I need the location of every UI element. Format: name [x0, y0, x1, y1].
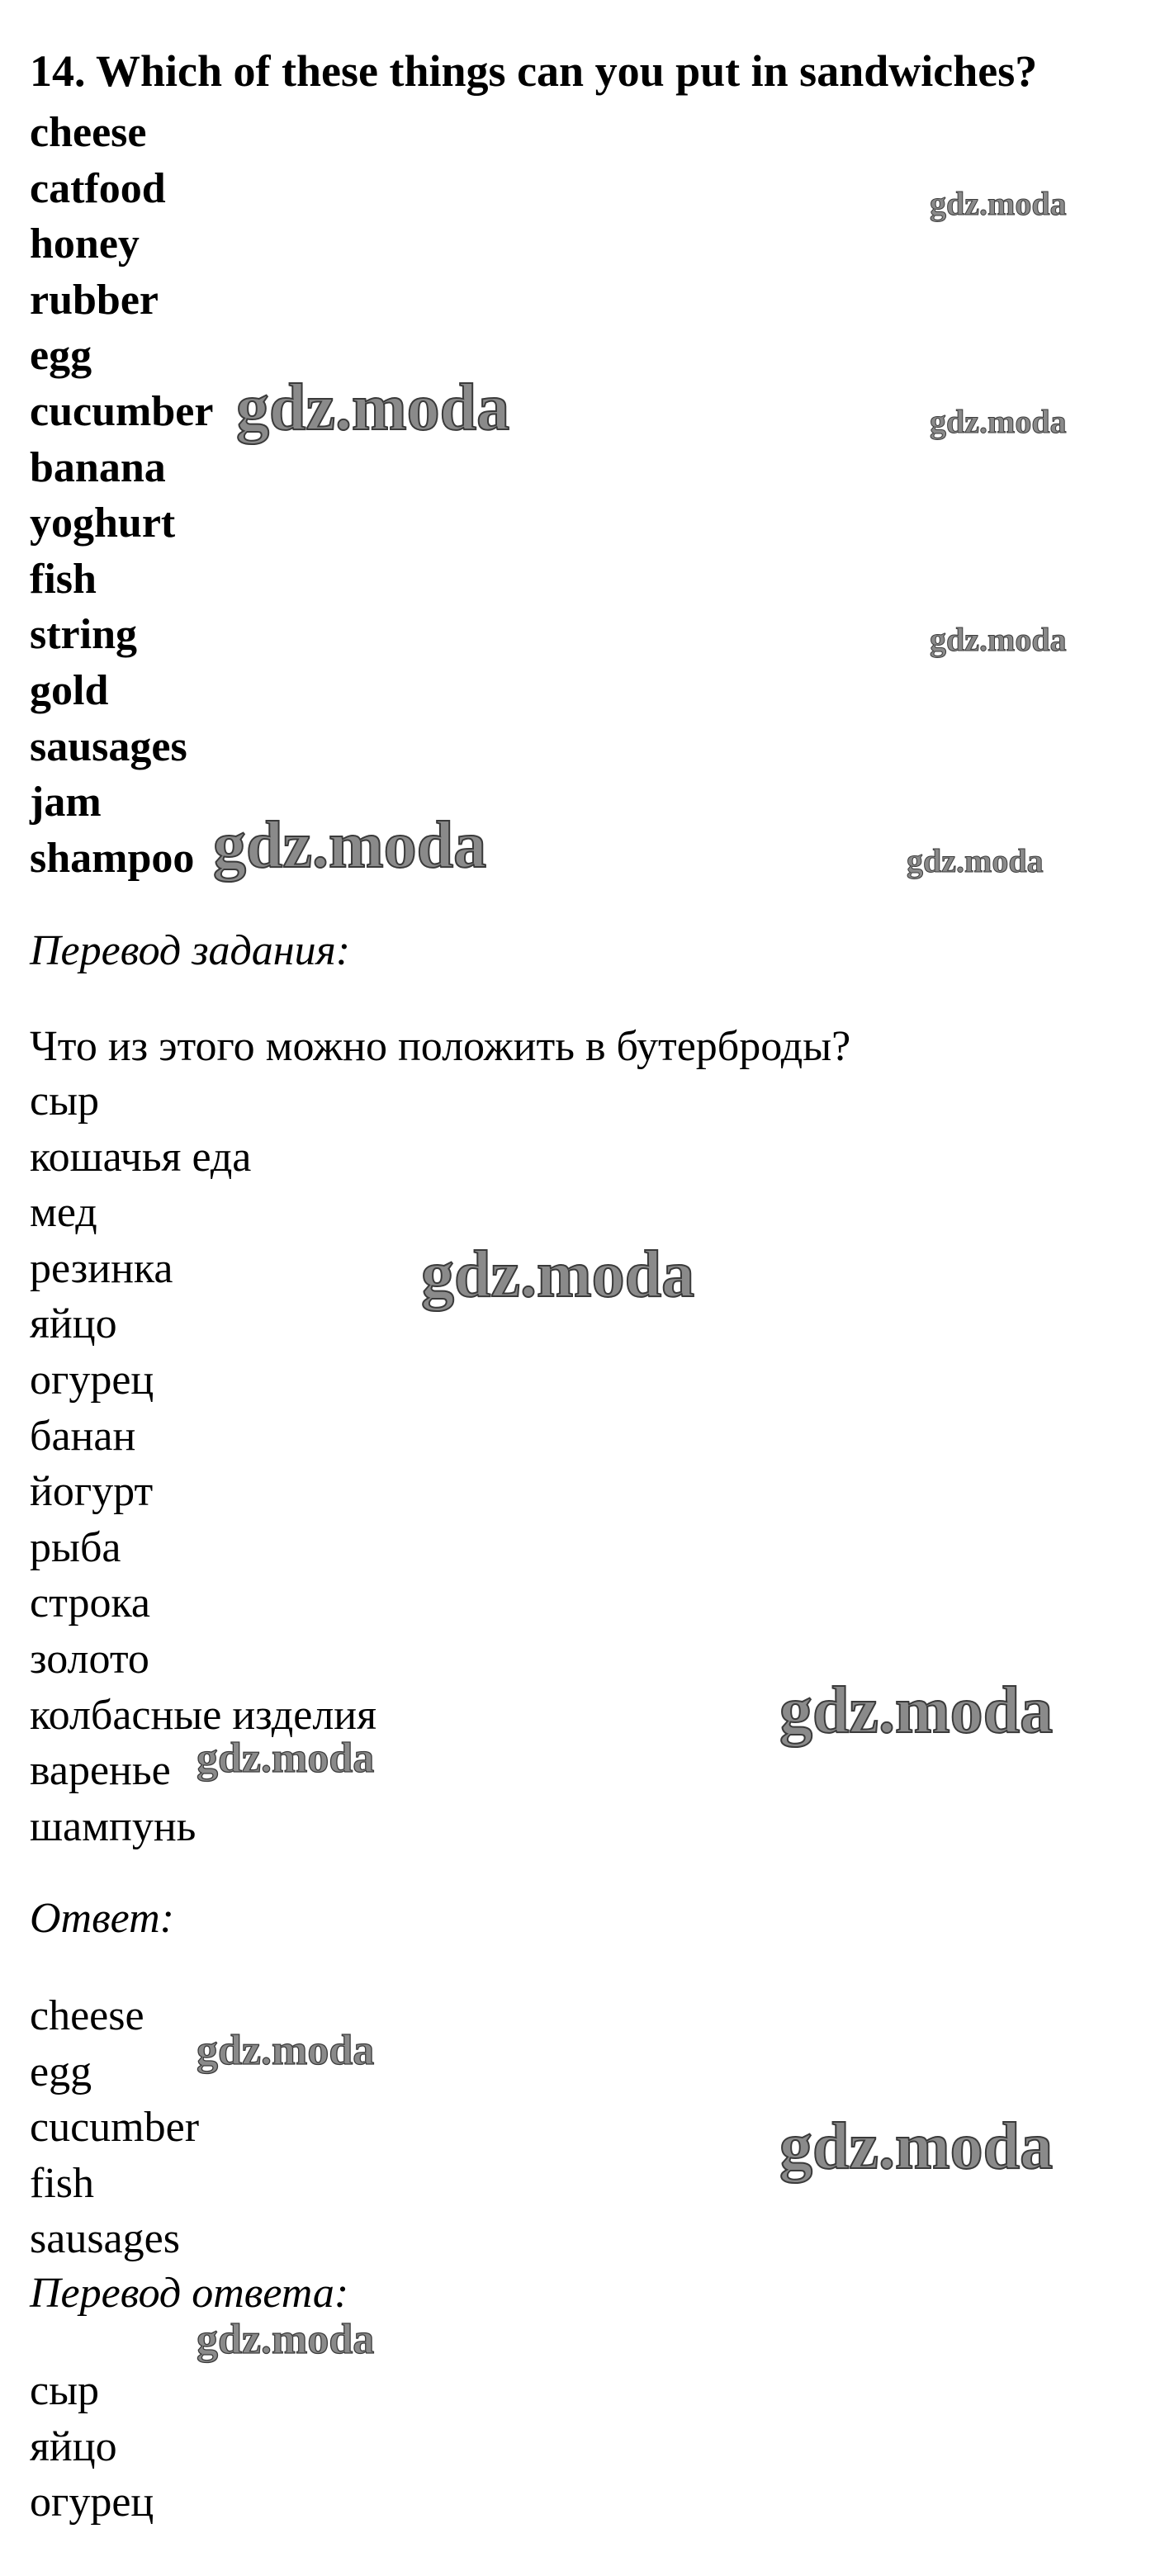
watermark: [195, 2028, 392, 2088]
watermark: [778, 2112, 1082, 2204]
watermark-graphic: [928, 187, 1080, 225]
watermark-text: gdz.moda: [236, 373, 510, 444]
translation-item: яйцо: [30, 1300, 117, 1348]
watermark-graphic: [419, 1240, 723, 1316]
answer-item: fish: [30, 2159, 94, 2207]
translation-answer-item: яйцо: [30, 2422, 117, 2470]
watermark-graphic: [905, 844, 1057, 882]
translation-answer-item: огурец: [30, 2479, 154, 2526]
task-item: cucumber: [30, 387, 214, 435]
watermark-graphic: [234, 373, 538, 449]
task-item: yoghurt: [30, 500, 176, 547]
watermark-text: gdz.moda: [197, 2317, 375, 2363]
answer-item: sausages: [30, 2215, 180, 2263]
task-item: fish: [30, 555, 97, 603]
watermark-text: gdz.moda: [197, 1735, 375, 1782]
translation-items-list: [30, 1073, 376, 1854]
watermark: [778, 1676, 1082, 1769]
translation-answer-items-list: [30, 2363, 154, 2531]
watermark: [234, 373, 538, 466]
task-item: cheese: [30, 109, 147, 156]
watermark-graphic: [778, 1676, 1082, 1752]
task-title: 14. Which of these things can you put in sandwiches?: [30, 46, 1038, 96]
translation-item: огурец: [30, 1356, 154, 1404]
task-item: banana: [30, 443, 166, 491]
task-items-list: [30, 105, 213, 886]
translation-task-heading: Перевод задания:: [30, 927, 351, 974]
watermark: [195, 2317, 392, 2377]
watermark-graphic: [195, 2028, 392, 2077]
translation-answer-heading: Перевод ответа:: [30, 2270, 349, 2317]
watermark: [928, 187, 1080, 233]
translation-item: рыба: [30, 1523, 121, 1571]
task-item: string: [30, 611, 137, 659]
translation-item: шампунь: [30, 1802, 197, 1850]
translation-item: колбасные изделия: [30, 1691, 377, 1739]
task-item: catfood: [30, 164, 166, 212]
watermark: [928, 623, 1080, 669]
answer-item: cheese: [30, 1992, 144, 2039]
task-item: gold: [30, 666, 109, 714]
watermark-text: gdz.moda: [930, 405, 1067, 440]
watermark: [211, 811, 515, 903]
watermark-text: gdz.moda: [930, 623, 1067, 658]
translation-answer-item: сыр: [30, 2367, 100, 2414]
translation-item: строка: [30, 1579, 150, 1627]
watermark-text: gdz.moda: [930, 187, 1067, 222]
task-item: honey: [30, 220, 140, 268]
translation-question: Что из этого можно положить в бутерброды?: [30, 1023, 851, 1070]
watermark-graphic: [928, 623, 1080, 661]
translation-item: банан: [30, 1412, 136, 1460]
watermark-text: gdz.moda: [421, 1240, 695, 1311]
watermark-graphic: [195, 2317, 392, 2366]
watermark-text: gdz.moda: [197, 2028, 375, 2074]
watermark: [419, 1240, 723, 1333]
watermark-text: gdz.moda: [779, 1676, 1054, 1747]
task-item: rubber: [30, 276, 159, 324]
watermark-graphic: [211, 811, 515, 887]
watermark: [905, 844, 1057, 890]
watermark-graphic: [778, 2112, 1082, 2188]
watermark-text: gdz.moda: [907, 844, 1044, 879]
task-item: jam: [30, 779, 102, 826]
task-item: shampoo: [30, 834, 195, 882]
watermark-text: gdz.moda: [213, 811, 487, 882]
translation-item: мед: [30, 1189, 97, 1237]
watermark-text: gdz.moda: [779, 2112, 1054, 2183]
watermark: [928, 405, 1080, 451]
answer-heading: Ответ:: [30, 1895, 174, 1942]
translation-item: сыр: [30, 1077, 100, 1125]
answer-items-list: [30, 1988, 199, 2267]
translation-item: йогурт: [30, 1468, 154, 1516]
translation-item: варенье: [30, 1747, 171, 1795]
translation-item: резинка: [30, 1244, 173, 1292]
watermark-graphic: [928, 405, 1080, 443]
answer-item: egg: [30, 2048, 92, 2095]
answer-item: cucumber: [30, 2104, 200, 2152]
translation-item: золото: [30, 1635, 149, 1683]
translation-item: кошачья еда: [30, 1133, 252, 1181]
task-item: egg: [30, 332, 92, 380]
task-item: sausages: [30, 722, 187, 770]
